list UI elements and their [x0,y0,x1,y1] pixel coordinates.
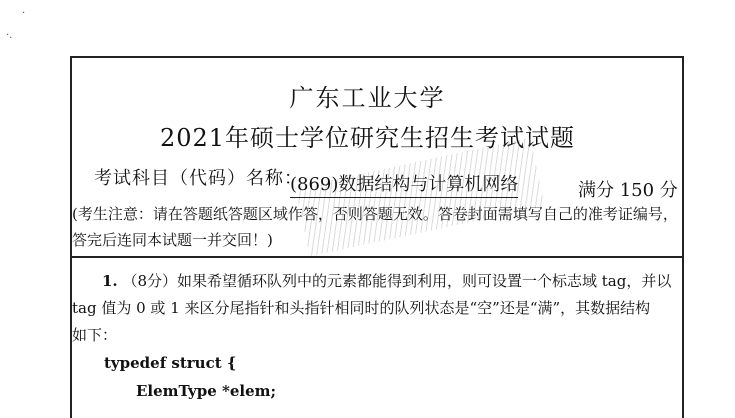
notice-line-1: (考生注意：请在答题纸答题区域作答，否则答题无效。答卷封面需填写自己的准考证编号， [72,205,678,223]
total-score: 满分 150 分 [578,180,678,201]
question-1-line-2: tag 值为 0 或 1 来区分尾指针和头指针相同时的队列状态是“空”还是“满”，其数据结构 [72,299,651,317]
question-number: 1. [102,272,118,290]
question-1-line-3: 如下： [72,326,118,344]
question-1-text-1: 如果希望循环队列中的元素都能得到利用，则可设置一个标志域 tag，并以 [177,272,672,290]
question-1-line-1 [102,270,671,291]
subject-label: 考试科目（代码）名称： [94,168,303,189]
subject-value: (869)数据结构与计算机网络 [290,170,518,198]
scan-speck: ·. [6,30,13,41]
scan-speck: · [22,8,26,19]
code-line-2: ElemType *elem; [136,382,277,400]
notice-line-2: 答完后连同本试题一并交回！) [72,231,273,249]
exam-title: 2021年硕士学位研究生招生考试试题 [159,124,576,152]
question-points: （8分） [122,272,177,290]
code-line-1: typedef struct { [104,354,237,372]
header-divider [70,256,682,258]
university-name: 广东工业大学 [289,84,446,112]
